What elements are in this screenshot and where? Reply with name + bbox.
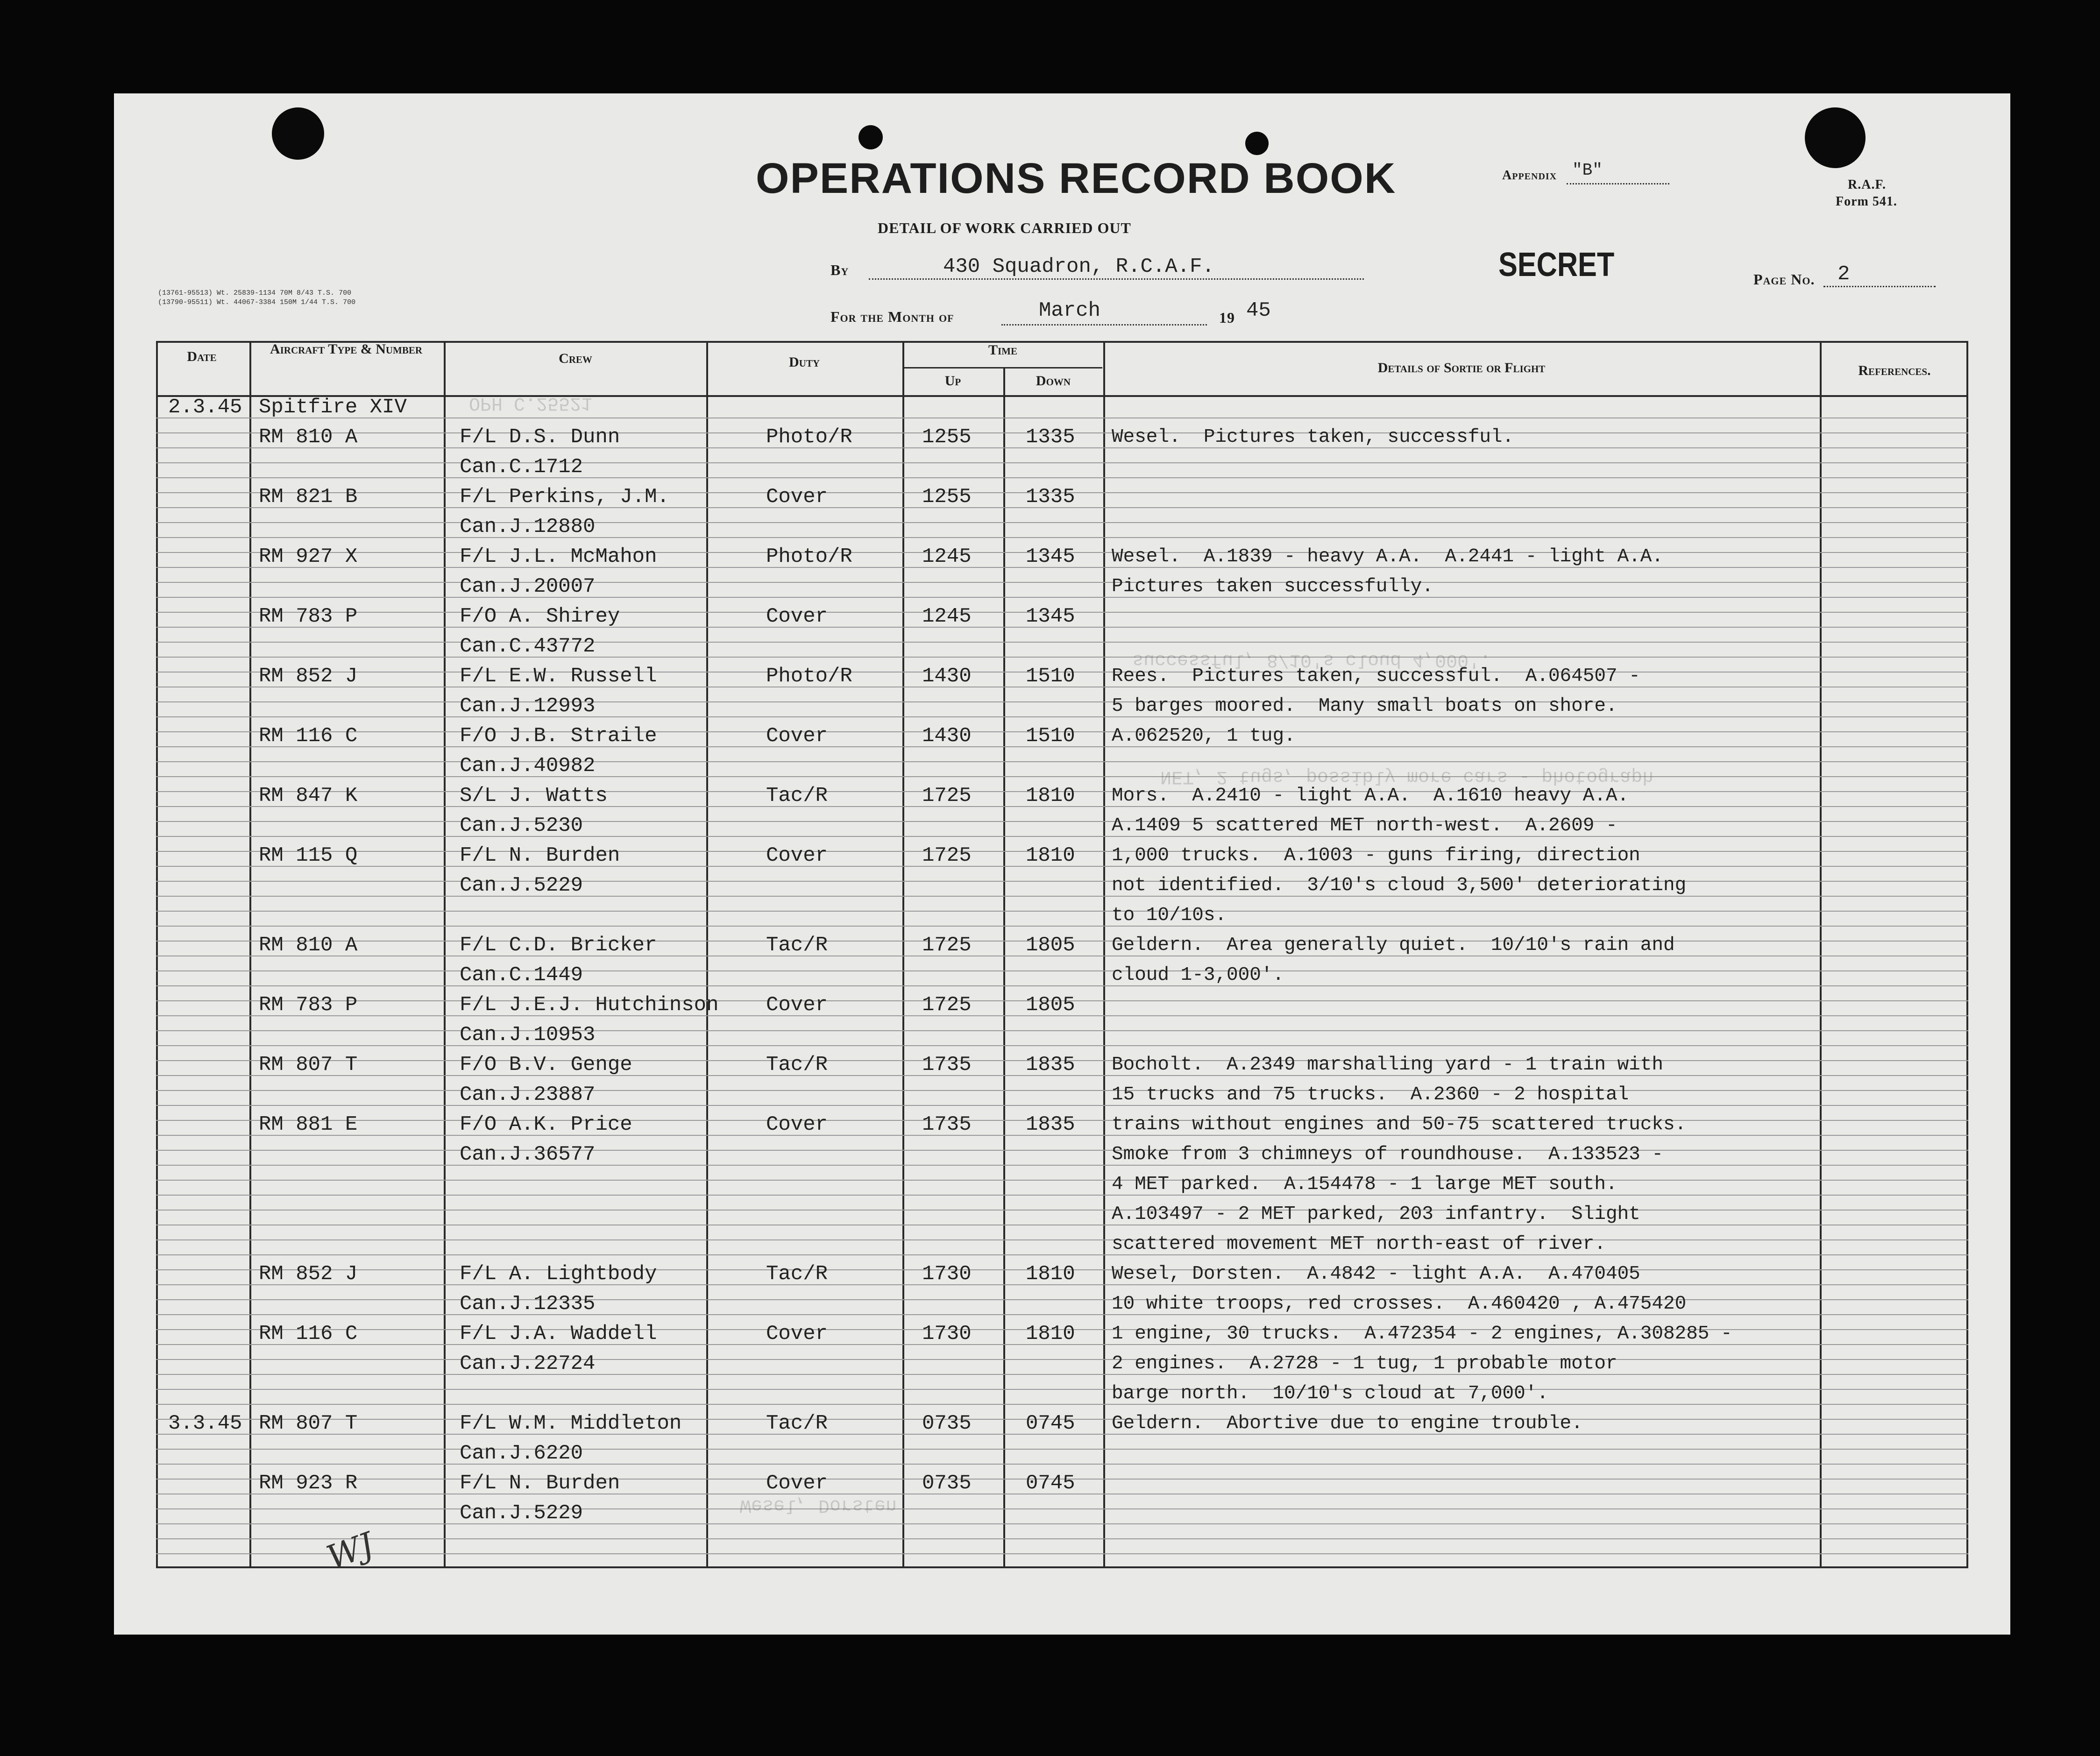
row-details: Mors. A.2410 - light A.A. A.1610 heavy A.A. xyxy=(1112,785,1629,807)
row-time-down: 1835 xyxy=(1026,1113,1075,1136)
col-date: Date xyxy=(187,349,217,364)
row-duty: Cover xyxy=(766,1322,828,1345)
row-time-down: 0745 xyxy=(1026,1412,1075,1435)
row-crew: F/O A.K. Price xyxy=(460,1113,632,1136)
row-time-down: 1810 xyxy=(1026,784,1075,807)
row-crew: F/L A. Lightbody xyxy=(460,1262,657,1286)
row-details: Smoke from 3 chimneys of roundhouse. A.133523 - xyxy=(1112,1144,1663,1165)
time-rule xyxy=(903,367,1102,368)
row-crew: F/L J.E.J. Hutchinson xyxy=(460,993,719,1017)
ruled-line xyxy=(156,716,1968,717)
row-crew: Can.J.36577 xyxy=(460,1143,596,1166)
col-aircraft: Aircraft Type & Number xyxy=(270,341,423,357)
row-time-up: 0735 xyxy=(922,1412,972,1435)
ruled-line xyxy=(156,1508,1968,1509)
row-details: Geldern. Abortive due to engine trouble. xyxy=(1112,1413,1583,1434)
row-details: 15 trucks and 75 trucks. A.2360 - 2 hospital xyxy=(1112,1084,1629,1105)
row-details: 2 engines. A.2728 - 1 tug, 1 probable motor xyxy=(1112,1353,1618,1374)
row-crew: F/L E.W. Russell xyxy=(460,665,657,688)
row-time-up: 1725 xyxy=(922,993,972,1017)
row-details: 1,000 trucks. A.1003 - guns firing, direction xyxy=(1112,845,1640,866)
row-duty: Tac/R xyxy=(766,1412,828,1435)
ruled-line xyxy=(156,597,1968,598)
row-crew: F/L N. Burden xyxy=(460,1472,620,1495)
row-aircraft: RM 852 J xyxy=(259,1262,358,1286)
row-crew: F/L D.S. Dunn xyxy=(460,425,620,449)
row-date: 3.3.45 xyxy=(168,1412,242,1435)
row-details: 5 barges moored. Many small boats on shore. xyxy=(1112,695,1618,717)
signature-initials: WJ xyxy=(321,1525,379,1577)
row-time-down: 1810 xyxy=(1026,1262,1075,1286)
row-time-up: 1430 xyxy=(922,665,972,688)
form-number-line1: R.A.F. xyxy=(1848,177,1886,192)
row-duty: Cover xyxy=(766,605,828,628)
column-rule xyxy=(249,341,251,1568)
row-duty: Cover xyxy=(766,993,828,1017)
row-details: Pictures taken successfully. xyxy=(1112,576,1433,597)
row-duty: Photo/R xyxy=(766,665,852,688)
col-time-down: Down xyxy=(1036,373,1071,389)
row-crew: Can.J.20007 xyxy=(460,575,596,598)
column-rule xyxy=(1820,341,1822,1568)
row-aircraft: RM 115 Q xyxy=(259,844,358,867)
ruled-line xyxy=(156,1404,1968,1405)
row-details: A.062520, 1 tug. xyxy=(1112,725,1296,747)
row-details: 4 MET parked. A.154478 - 1 large MET south. xyxy=(1112,1174,1618,1195)
row-crew: F/L J.A. Waddell xyxy=(460,1322,657,1345)
row-time-down: 0745 xyxy=(1026,1472,1075,1495)
row-crew: Can.J.5229 xyxy=(460,874,583,897)
ruled-line xyxy=(156,1553,1968,1554)
row-details: A.1409 5 scattered MET north-west. A.2609 - xyxy=(1112,815,1618,836)
ruled-line xyxy=(156,1210,1968,1211)
ruled-line xyxy=(156,701,1968,702)
row-time-up: 1245 xyxy=(922,545,972,568)
row-date: 2.3.45 xyxy=(168,396,242,419)
row-duty: Cover xyxy=(766,1472,828,1495)
row-time-down: 1345 xyxy=(1026,545,1075,568)
bleed-through-text: Wesel, Dorsten xyxy=(740,1494,897,1515)
by-fill-line xyxy=(869,278,1364,280)
row-aircraft: RM 783 P xyxy=(259,605,358,628)
row-time-up: 1730 xyxy=(922,1322,972,1345)
bleed-through-text: NET, 2 tugs, possibly more cars - photograph xyxy=(1160,766,1654,787)
row-aircraft: RM 927 X xyxy=(259,545,358,568)
row-crew: F/L W.M. Middleton xyxy=(460,1412,682,1435)
row-duty: Photo/R xyxy=(766,545,852,568)
ruled-line xyxy=(156,642,1968,643)
column-rule xyxy=(902,341,904,1568)
row-details: 1 engine, 30 trucks. A.472354 - 2 engines, A.308285 - xyxy=(1112,1323,1732,1345)
row-crew: S/L J. Watts xyxy=(460,784,608,807)
row-crew: Can.J.12993 xyxy=(460,694,596,718)
ruled-line xyxy=(156,1090,1968,1091)
col-crew: Crew xyxy=(559,351,592,366)
month-value: March xyxy=(1039,299,1101,322)
row-aircraft: Spitfire XIV xyxy=(259,396,407,419)
row-time-down: 1345 xyxy=(1026,605,1075,628)
row-crew: F/O A. Shirey xyxy=(460,605,620,628)
row-time-down: 1810 xyxy=(1026,1322,1075,1345)
by-label: By xyxy=(830,262,849,278)
row-details: scattered movement MET north-east of river. xyxy=(1112,1233,1606,1255)
year-prefix: 19 xyxy=(1219,309,1235,326)
row-crew: Can.J.6220 xyxy=(460,1442,583,1465)
row-time-up: 1735 xyxy=(922,1053,972,1076)
month-fill-line xyxy=(1001,324,1207,326)
ruled-line xyxy=(156,1523,1968,1524)
ruled-line xyxy=(156,657,1968,658)
ruled-line xyxy=(156,537,1968,538)
row-time-down: 1810 xyxy=(1026,844,1075,867)
ruled-line xyxy=(156,1389,1968,1390)
ruled-line xyxy=(156,926,1968,927)
row-time-up: 0735 xyxy=(922,1472,972,1495)
ruled-line xyxy=(156,1538,1968,1539)
row-crew: F/L N. Burden xyxy=(460,844,620,867)
header-rule xyxy=(156,395,1968,397)
squadron-value: 430 Squadron, R.C.A.F. xyxy=(943,255,1214,278)
row-time-up: 1430 xyxy=(922,724,972,748)
row-time-down: 1805 xyxy=(1026,993,1075,1017)
row-time-down: 1510 xyxy=(1026,724,1075,748)
row-time-up: 1245 xyxy=(922,605,972,628)
appendix-label: Appendix xyxy=(1502,168,1557,183)
col-details: Details of Sortie or Flight xyxy=(1377,360,1546,375)
row-crew: Can.J.12335 xyxy=(460,1292,596,1316)
row-time-down: 1335 xyxy=(1026,425,1075,449)
appendix-fill-line xyxy=(1567,183,1669,184)
row-crew: F/L J.L. McMahon xyxy=(460,545,657,568)
row-details: to 10/10s. xyxy=(1112,905,1227,926)
row-aircraft: RM 810 A xyxy=(259,934,358,957)
row-aircraft: RM 847 K xyxy=(259,784,358,807)
row-time-up: 1730 xyxy=(922,1262,972,1286)
col-duty: Duty xyxy=(788,354,820,370)
row-duty: Tac/R xyxy=(766,1053,828,1076)
form-subtitle: DETAIL OF WORK CARRIED OUT xyxy=(878,220,1131,236)
form-sheet xyxy=(114,93,2010,1635)
row-crew: F/L C.D. Bricker xyxy=(460,934,657,957)
year-value: 45 xyxy=(1246,299,1271,322)
row-crew: Can.C.1712 xyxy=(460,455,583,479)
row-time-up: 1725 xyxy=(922,844,972,867)
row-aircraft: RM 783 P xyxy=(259,993,358,1017)
ruled-line xyxy=(156,1030,1968,1031)
column-rule xyxy=(1103,341,1105,1568)
column-rule xyxy=(444,341,446,1568)
ruled-line xyxy=(156,761,1968,762)
ruled-line xyxy=(156,1105,1968,1106)
row-duty: Photo/R xyxy=(766,425,852,449)
row-details: not identified. 3/10's cloud 3,500' deteriorating xyxy=(1112,875,1687,896)
ruled-line xyxy=(156,776,1968,777)
ruled-line xyxy=(156,1045,1968,1046)
row-details: Bocholt. A.2349 marshalling yard - 1 train with xyxy=(1112,1054,1663,1076)
row-details: A.103497 - 2 MET parked, 203 infantry. Slight xyxy=(1112,1204,1640,1225)
row-aircraft: RM 923 R xyxy=(259,1472,358,1495)
row-details: trains without engines and 50-75 scattered trucks. xyxy=(1112,1114,1687,1135)
print-code-2: (13790-95511) Wt. 44067-3384 150M 1/44 T.S. 700 xyxy=(158,298,356,306)
row-details: Wesel. A.1839 - heavy A.A. A.2441 - light A.A. xyxy=(1112,546,1663,567)
ruled-line xyxy=(156,1359,1968,1360)
row-time-down: 1835 xyxy=(1026,1053,1075,1076)
punch-hole-center-right xyxy=(1245,132,1269,155)
row-details: Rees. Pictures taken, successful. A.064507 - xyxy=(1112,666,1640,687)
page-no-fill-line xyxy=(1823,286,1936,287)
row-duty: Tac/R xyxy=(766,934,828,957)
row-crew: Can.J.10953 xyxy=(460,1023,596,1047)
ruled-line xyxy=(156,1180,1968,1181)
bleed-through-text: successful, 8/10's cloud 4,000'. xyxy=(1132,649,1491,670)
secret-stamp: SECRET xyxy=(1498,246,1615,283)
ruled-line xyxy=(156,1254,1968,1255)
row-aircraft: RM 810 A xyxy=(259,425,358,449)
row-aircraft: RM 821 B xyxy=(259,485,358,509)
row-crew: Can.J.40982 xyxy=(460,754,596,778)
row-crew: F/L Perkins, J.M. xyxy=(460,485,669,509)
row-details: cloud 1-3,000'. xyxy=(1112,964,1284,986)
punch-hole-center-left xyxy=(858,125,883,149)
ruled-line xyxy=(156,1299,1968,1300)
column-rule xyxy=(706,341,708,1568)
ruled-line xyxy=(156,1314,1968,1315)
row-crew: F/O B.V. Genge xyxy=(460,1053,632,1076)
row-duty: Cover xyxy=(766,485,828,509)
print-code-1: (13761-95513) Wt. 25839-1134 70M 8/43 T.S. 700 xyxy=(158,289,352,297)
col-time-up: Up xyxy=(944,373,961,389)
page-no-value: 2 xyxy=(1838,262,1850,286)
punch-hole-right xyxy=(1805,107,1866,168)
row-crew: Can.J.22724 xyxy=(460,1352,596,1375)
ruled-line xyxy=(156,970,1968,971)
row-aircraft: RM 116 C xyxy=(259,724,358,748)
row-duty: Tac/R xyxy=(766,1262,828,1286)
row-crew: Can.C.1449 xyxy=(460,963,583,987)
row-crew: Can.C.43772 xyxy=(460,635,596,658)
ruled-line xyxy=(156,896,1968,897)
form-title: OPERATIONS RECORD BOOK xyxy=(756,155,1397,202)
ruled-line xyxy=(156,1165,1968,1166)
row-duty: Cover xyxy=(766,1113,828,1136)
row-crew: F/O J.B. Straile xyxy=(460,724,657,748)
row-details: Wesel. Pictures taken, successful. xyxy=(1112,426,1514,448)
ruled-line xyxy=(156,836,1968,837)
row-crew: Can.J.23887 xyxy=(460,1083,596,1106)
row-aircraft: RM 852 J xyxy=(259,665,358,688)
row-details: Geldern. Area generally quiet. 10/10's rain and xyxy=(1112,935,1675,956)
row-time-up: 1725 xyxy=(922,784,972,807)
bleed-through-text: OPH C.25521 xyxy=(469,392,593,413)
form-number-line2: Form 541. xyxy=(1836,194,1897,209)
ruled-line xyxy=(156,821,1968,822)
row-time-up: 1255 xyxy=(922,425,972,449)
row-duty: Cover xyxy=(766,844,828,867)
row-crew: Can.J.12880 xyxy=(460,515,596,538)
ruled-line xyxy=(156,1374,1968,1375)
row-time-up: 1725 xyxy=(922,934,972,957)
row-details: barge north. 10/10's cloud at 7,000'. xyxy=(1112,1383,1548,1404)
row-time-down: 1805 xyxy=(1026,934,1075,957)
ruled-line xyxy=(156,477,1968,478)
punch-hole-left xyxy=(272,107,324,160)
ruled-line xyxy=(156,985,1968,986)
row-duty: Cover xyxy=(766,724,828,748)
row-aircraft: RM 807 T xyxy=(259,1412,358,1435)
column-rule xyxy=(1003,368,1005,1568)
row-aircraft: RM 116 C xyxy=(259,1322,358,1345)
ruled-line xyxy=(156,522,1968,523)
row-crew: Can.J.5230 xyxy=(460,814,583,837)
row-time-down: 1335 xyxy=(1026,485,1075,509)
row-time-up: 1255 xyxy=(922,485,972,509)
row-details: 10 white troops, red crosses. A.460420 , A.475420 xyxy=(1112,1293,1687,1315)
ruled-line xyxy=(156,1464,1968,1465)
row-details: Wesel, Dorsten. A.4842 - light A.A. A.470405 xyxy=(1112,1263,1640,1285)
ruled-line xyxy=(156,462,1968,463)
ruled-line xyxy=(156,1150,1968,1151)
row-crew: Can.J.5229 xyxy=(460,1501,583,1525)
ruled-line xyxy=(156,582,1968,583)
ruled-line xyxy=(156,1195,1968,1196)
row-duty: Tac/R xyxy=(766,784,828,807)
row-aircraft: RM 881 E xyxy=(259,1113,358,1136)
ruled-line xyxy=(156,1239,1968,1240)
row-time-up: 1735 xyxy=(922,1113,972,1136)
ruled-line xyxy=(156,881,1968,882)
month-label: For the Month of xyxy=(830,308,954,325)
ruled-line xyxy=(156,911,1968,912)
col-time: Time xyxy=(988,342,1017,358)
page-no-label: Page No. xyxy=(1753,271,1815,288)
ruled-line xyxy=(156,1449,1968,1450)
appendix-value: "B" xyxy=(1572,161,1603,180)
row-aircraft: RM 807 T xyxy=(259,1053,358,1076)
col-references: References. xyxy=(1858,363,1931,378)
row-time-down: 1510 xyxy=(1026,665,1075,688)
